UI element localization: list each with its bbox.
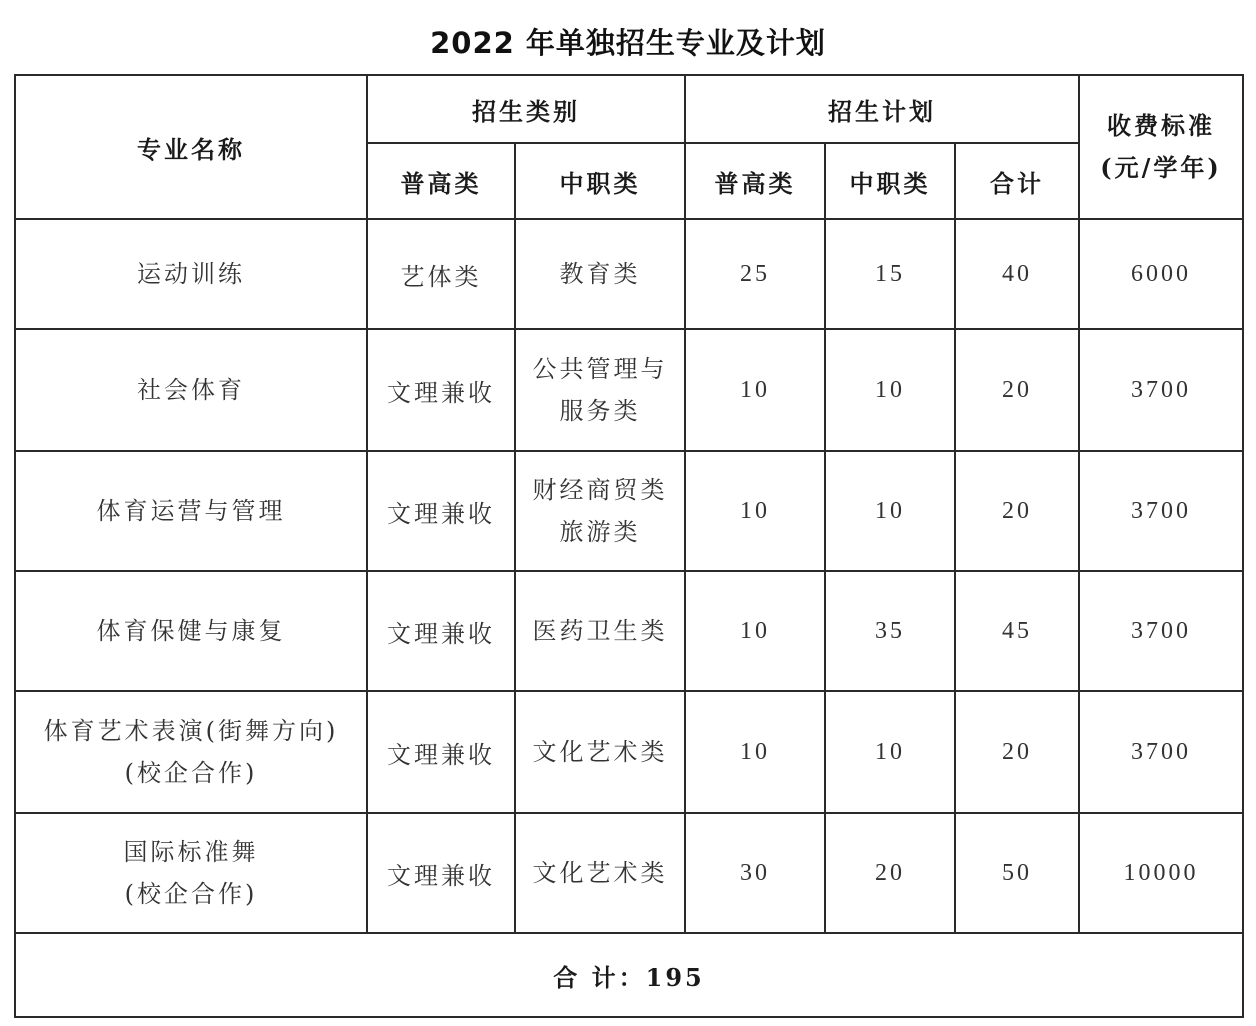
cell-plan-total: 20 xyxy=(955,451,1079,571)
header-general-high: 普高类 xyxy=(367,143,515,219)
cell-general-high-category: 文理兼收 xyxy=(367,691,515,813)
cell-fee: 3700 xyxy=(1079,451,1243,571)
cell-plan-total: 50 xyxy=(955,813,1079,933)
table-row xyxy=(15,451,1243,571)
cell-major-line: (校企合作) xyxy=(124,759,258,787)
cell-major-line: (校企合作) xyxy=(124,880,258,908)
table-body xyxy=(15,219,1243,933)
cell-plan-vocational: 15 xyxy=(825,219,955,329)
table-row xyxy=(15,571,1243,691)
cell-vocational-category-line: 公共管理与 xyxy=(532,355,668,383)
header-fee xyxy=(1079,75,1243,219)
cell-vocational-category xyxy=(515,571,685,691)
header-admission-category: 招生类别 xyxy=(367,75,685,143)
cell-general-high-category: 文理兼收 xyxy=(367,571,515,691)
header-major-name: 专业名称 xyxy=(15,75,367,219)
header-vocational: 中职类 xyxy=(515,143,685,219)
cell-plan-vocational: 10 xyxy=(825,691,955,813)
cell-plan-vocational: 10 xyxy=(825,451,955,571)
cell-plan-general-high: 30 xyxy=(685,813,825,933)
cell-vocational-category xyxy=(515,219,685,329)
cell-major-line: 国际标准舞 xyxy=(123,838,259,866)
table-row xyxy=(15,813,1243,933)
total-cell: 合 计：195 xyxy=(15,933,1243,1017)
cell-fee: 6000 xyxy=(1079,219,1243,329)
cell-general-high-category: 艺体类 xyxy=(367,219,515,329)
cell-plan-vocational: 20 xyxy=(825,813,955,933)
cell-vocational-category xyxy=(515,691,685,813)
cell-plan-general-high: 10 xyxy=(685,691,825,813)
cell-general-high-category: 文理兼收 xyxy=(367,329,515,451)
cell-vocational-category-line: 教育类 xyxy=(559,260,641,288)
cell-vocational-category-line: 财经商贸类 xyxy=(532,476,668,504)
header-fee-line2: (元/学年) xyxy=(1100,153,1222,182)
cell-plan-general-high: 10 xyxy=(685,451,825,571)
cell-vocational-category-line: 文化艺术类 xyxy=(532,738,668,766)
cell-plan-vocational: 35 xyxy=(825,571,955,691)
header-plan-total: 合计 xyxy=(955,143,1079,219)
cell-major-line: 体育运营与管理 xyxy=(96,497,286,525)
total-row xyxy=(15,933,1243,1017)
cell-fee: 3700 xyxy=(1079,691,1243,813)
table-row xyxy=(15,329,1243,451)
cell-major xyxy=(15,219,367,329)
cell-vocational-category xyxy=(515,451,685,571)
cell-fee: 3700 xyxy=(1079,571,1243,691)
cell-major-line: 社会体育 xyxy=(137,376,245,404)
cell-major-line: 体育保健与康复 xyxy=(96,617,286,645)
cell-plan-total: 20 xyxy=(955,691,1079,813)
cell-general-high-category: 文理兼收 xyxy=(367,813,515,933)
cell-major xyxy=(15,571,367,691)
table-row xyxy=(15,219,1243,329)
cell-vocational-category-line: 服务类 xyxy=(559,397,641,425)
cell-plan-total: 40 xyxy=(955,219,1079,329)
page-title: 2022 年单独招生专业及计划 xyxy=(430,26,826,60)
cell-major-line: 体育艺术表演(街舞方向) xyxy=(43,717,339,745)
cell-fee: 10000 xyxy=(1079,813,1243,933)
table-row xyxy=(15,691,1243,813)
cell-vocational-category xyxy=(515,813,685,933)
cell-major-line: 运动训练 xyxy=(137,260,245,288)
cell-fee: 3700 xyxy=(1079,329,1243,451)
header-plan-vocational: 中职类 xyxy=(825,143,955,219)
cell-plan-total: 45 xyxy=(955,571,1079,691)
cell-plan-general-high: 10 xyxy=(685,329,825,451)
cell-plan-general-high: 10 xyxy=(685,571,825,691)
cell-plan-vocational: 10 xyxy=(825,329,955,451)
cell-major xyxy=(15,329,367,451)
cell-major xyxy=(15,813,367,933)
cell-major xyxy=(15,691,367,813)
cell-vocational-category xyxy=(515,329,685,451)
cell-plan-general-high: 25 xyxy=(685,219,825,329)
admission-plan-table xyxy=(14,74,1244,1018)
header-admission-plan: 招生计划 xyxy=(685,75,1079,143)
header-plan-general-high: 普高类 xyxy=(685,143,825,219)
cell-general-high-category: 文理兼收 xyxy=(367,451,515,571)
cell-vocational-category-line: 旅游类 xyxy=(559,518,641,546)
cell-major xyxy=(15,451,367,571)
cell-vocational-category-line: 医药卫生类 xyxy=(532,617,668,645)
cell-vocational-category-line: 文化艺术类 xyxy=(532,859,668,887)
header-row-1 xyxy=(15,75,1243,143)
cell-plan-total: 20 xyxy=(955,329,1079,451)
header-fee-line1: 收费标准 xyxy=(1107,111,1216,140)
